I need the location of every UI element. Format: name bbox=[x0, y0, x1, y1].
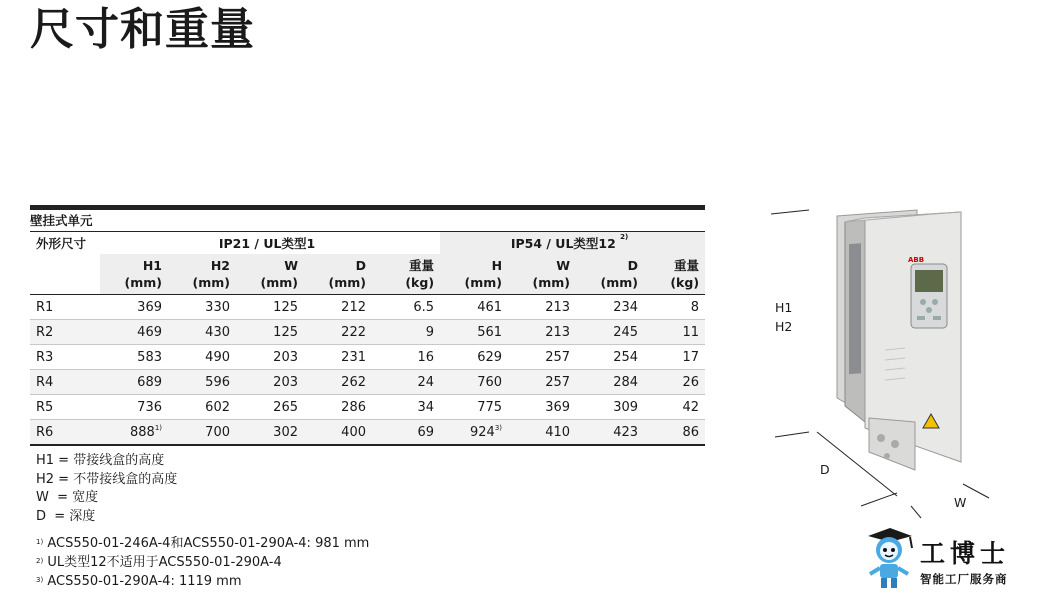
table-cell: 760 bbox=[440, 370, 508, 395]
column-header: H1 (mm) bbox=[100, 254, 168, 295]
brand-tagline: 智能工厂服务商 bbox=[920, 572, 1008, 586]
table-cell: 369 bbox=[508, 395, 576, 420]
h1-label: H1 bbox=[775, 300, 793, 315]
legend-item: H1 = 带接线盒的高度 bbox=[36, 453, 165, 468]
table-cell: 309 bbox=[576, 395, 644, 420]
table-cell: 461 bbox=[440, 295, 508, 320]
footnote: $^{1)}$ ACS550-01-246A-4和ACS550-01-290A-4: 981 mm bbox=[36, 536, 370, 551]
table-cell: 689 bbox=[100, 370, 168, 395]
table-cell: 203 bbox=[236, 370, 304, 395]
section-title: 壁挂式单元 bbox=[30, 213, 93, 228]
ip21-group-header: IP21 / UL类型1 bbox=[100, 232, 440, 255]
column-header: D (mm) bbox=[576, 254, 644, 295]
column-header: H (mm) bbox=[440, 254, 508, 295]
table-row bbox=[30, 370, 705, 395]
legend-item: H2 = 不带接线盒的高度 bbox=[36, 471, 178, 487]
table-cell: 400 bbox=[304, 420, 372, 446]
table-cell: 222 bbox=[304, 320, 372, 345]
table-cell: 24 bbox=[372, 370, 440, 395]
table-cell: 583 bbox=[100, 345, 168, 370]
frame-cell: R4 bbox=[30, 370, 100, 395]
table-cell: 69 bbox=[372, 420, 440, 446]
table-cell: 286 bbox=[304, 395, 372, 420]
frame-cell: R5 bbox=[30, 395, 100, 420]
column-header: 重量 (kg) bbox=[644, 254, 705, 295]
table-cell: 423 bbox=[576, 420, 644, 446]
frame-cell: R6 bbox=[30, 420, 100, 446]
brand-name: 工博士 bbox=[920, 539, 1011, 568]
table-cell: 629 bbox=[440, 345, 508, 370]
robot-mascot-icon bbox=[862, 528, 916, 590]
footnote: $^{2)}$ UL类型12不适用于ACS550-01-290A-4 bbox=[36, 555, 282, 570]
footnotes bbox=[36, 534, 369, 591]
h2-label: H2 bbox=[775, 319, 793, 334]
table-cell: 34 bbox=[372, 395, 440, 420]
table-cell: 602 bbox=[168, 395, 236, 420]
dimensions-table-section bbox=[30, 205, 705, 446]
table-cell: 262 bbox=[304, 370, 372, 395]
table-cell: 736 bbox=[100, 395, 168, 420]
device-logo: ABB bbox=[908, 256, 925, 264]
table-row bbox=[30, 320, 705, 345]
page-title: 尺寸和重量 bbox=[30, 4, 255, 55]
table-cell: 26 bbox=[644, 370, 705, 395]
frame-cell: R2 bbox=[30, 320, 100, 345]
dimensions-table bbox=[30, 231, 705, 446]
table-cell: 86 bbox=[644, 420, 705, 446]
table-cell: 265 bbox=[236, 395, 304, 420]
column-header: H2 (mm) bbox=[168, 254, 236, 295]
device-dimension-drawing bbox=[765, 200, 1035, 520]
frame-col-blank bbox=[30, 254, 100, 295]
table-cell: 213 bbox=[508, 295, 576, 320]
table-cell: 9 bbox=[372, 320, 440, 345]
table-cell: 16 bbox=[372, 345, 440, 370]
dimension-legend bbox=[36, 452, 177, 526]
table-cell: 17 bbox=[644, 345, 705, 370]
table-cell: 596 bbox=[168, 370, 236, 395]
table-cell: 213 bbox=[508, 320, 576, 345]
table-cell: 254 bbox=[576, 345, 644, 370]
table-cell: 234 bbox=[576, 295, 644, 320]
table-cell: 231 bbox=[304, 345, 372, 370]
legend-item: W = 宽度 bbox=[36, 490, 99, 505]
table-cell: 775 bbox=[440, 395, 508, 420]
table-row bbox=[30, 345, 705, 370]
table-cell: 11 bbox=[644, 320, 705, 345]
table-cell: 888$^{1)}$ bbox=[100, 420, 168, 446]
table-row bbox=[30, 295, 705, 320]
table-cell: 369 bbox=[100, 295, 168, 320]
drive-illustration bbox=[765, 200, 1035, 520]
column-header: D (mm) bbox=[304, 254, 372, 295]
table-cell: 284 bbox=[576, 370, 644, 395]
w-label: W bbox=[954, 495, 967, 510]
table-cell: 469 bbox=[100, 320, 168, 345]
table-cell: 257 bbox=[508, 345, 576, 370]
frame-cell: R1 bbox=[30, 295, 100, 320]
footnote: $^{3)}$ ACS550-01-290A-4: 1119 mm bbox=[36, 574, 242, 589]
legend-item: D = 深度 bbox=[36, 508, 96, 524]
column-header: 重量 (kg) bbox=[372, 254, 440, 295]
table-cell: 42 bbox=[644, 395, 705, 420]
table-cell: 257 bbox=[508, 370, 576, 395]
d-label: D bbox=[820, 462, 830, 477]
table-row bbox=[30, 395, 705, 420]
table-cell: 430 bbox=[168, 320, 236, 345]
table-cell: 330 bbox=[168, 295, 236, 320]
table-cell: 700 bbox=[168, 420, 236, 446]
column-header: W (mm) bbox=[508, 254, 576, 295]
table-cell: 8 bbox=[644, 295, 705, 320]
brand-logo bbox=[862, 528, 1032, 590]
frame-cell: R3 bbox=[30, 345, 100, 370]
table-cell: 212 bbox=[304, 295, 372, 320]
table-cell: 125 bbox=[236, 295, 304, 320]
table-cell: 490 bbox=[168, 345, 236, 370]
column-header: W (mm) bbox=[236, 254, 304, 295]
table-cell: 125 bbox=[236, 320, 304, 345]
table-cell: 410 bbox=[508, 420, 576, 446]
ip54-group-header: IP54 / UL类型12 $^{2)}$ bbox=[440, 232, 705, 255]
frame-size-header: 外形尺寸 bbox=[30, 232, 100, 255]
table-cell: 924$^{3)}$ bbox=[440, 420, 508, 446]
table-cell: 245 bbox=[576, 320, 644, 345]
table-row bbox=[30, 420, 705, 446]
table-cell: 203 bbox=[236, 345, 304, 370]
table-cell: 302 bbox=[236, 420, 304, 446]
table-cell: 6.5 bbox=[372, 295, 440, 320]
table-cell: 561 bbox=[440, 320, 508, 345]
